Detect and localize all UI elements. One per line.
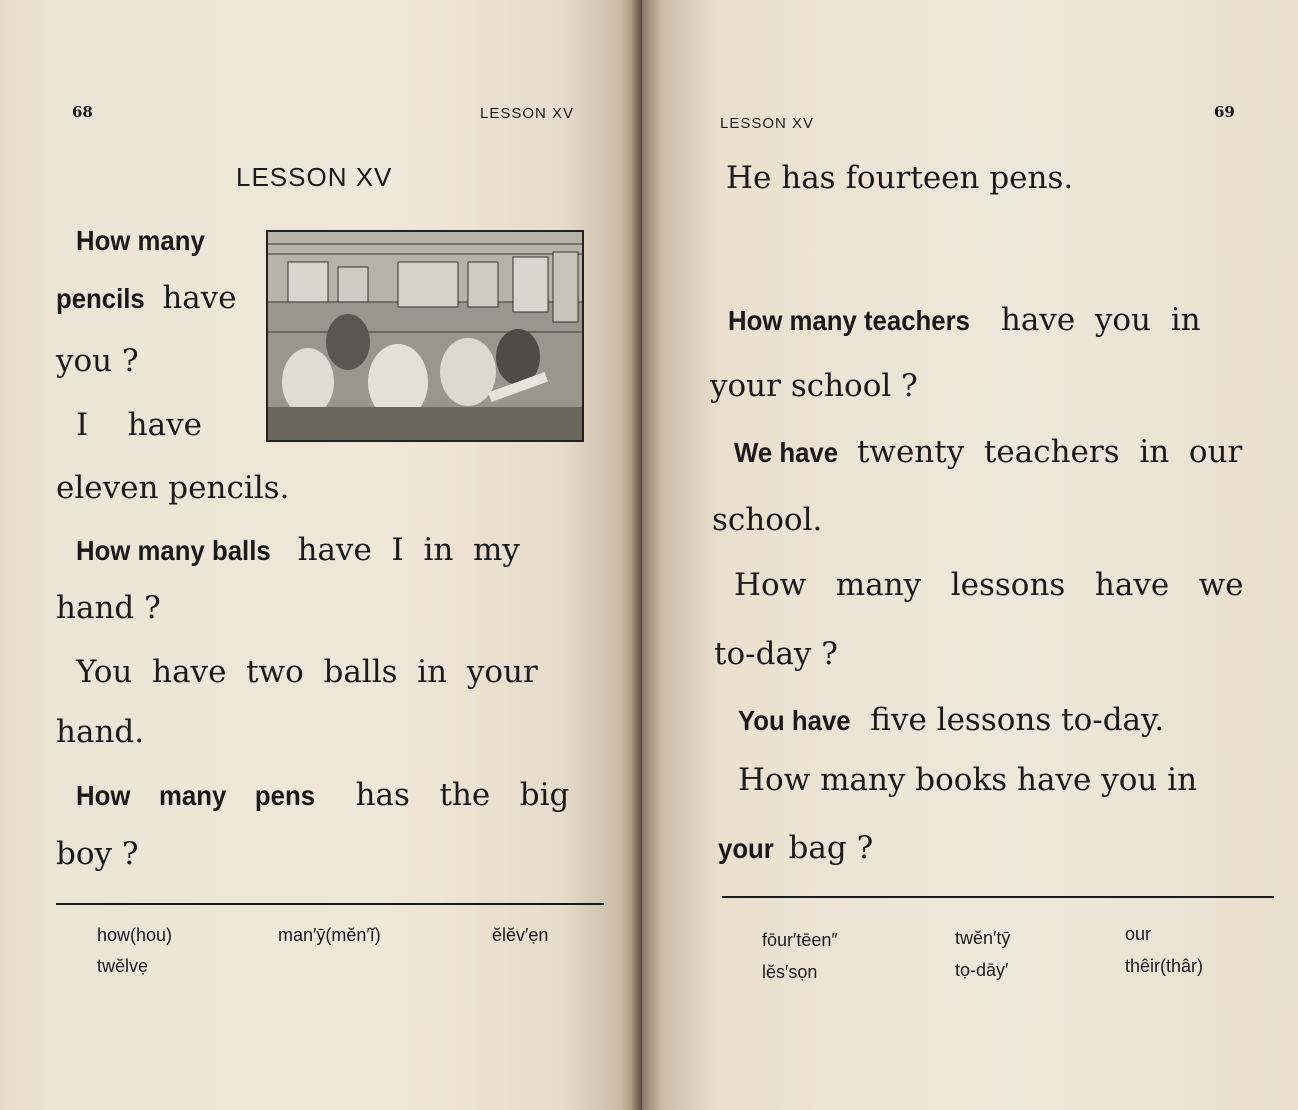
text-line: He has fourteen pens. — [726, 160, 1074, 196]
footnote-rule — [56, 903, 604, 905]
left-page — [0, 0, 640, 1110]
vocab-word: ĕlĕv′ẹn — [492, 925, 549, 945]
text-line: school. — [712, 502, 823, 538]
vocab-word: fōur′tēen″ — [762, 930, 838, 950]
text-line: How many lessons have we — [734, 567, 1244, 603]
text-line: you ? — [56, 343, 139, 379]
vocab-word: twĕlvẹ — [97, 956, 149, 976]
text-line: hand ? — [56, 590, 161, 626]
page-number: 69 — [1214, 103, 1235, 121]
vocab-word: thêir(thâr) — [1125, 956, 1204, 976]
vocab-word: our — [1125, 924, 1152, 944]
running-head: LESSON XV — [480, 105, 575, 122]
text-line: How many books have you in — [738, 762, 1198, 798]
text-line: your school ? — [710, 368, 918, 404]
right-page — [642, 0, 1298, 1110]
text-line: I have — [76, 407, 202, 443]
text-line: How many balls have I in my — [76, 532, 520, 568]
vocab-word: twĕn′tȳ — [955, 928, 1011, 948]
footnote-rule — [722, 896, 1274, 898]
text-line: pencils have — [56, 280, 237, 316]
text-line: boy ? — [56, 836, 139, 872]
page-number: 68 — [72, 103, 93, 121]
text-line: How many — [76, 225, 205, 256]
text-line: We have twenty teachers in our — [734, 434, 1243, 470]
text-line: your bag ? — [718, 830, 874, 866]
text-line: eleven pencils. — [56, 470, 290, 506]
running-head: LESSON XV — [720, 115, 815, 132]
text-line: to-day ? — [714, 636, 838, 672]
text-line: How many teachers have you in — [728, 302, 1201, 338]
text-line: hand. — [56, 714, 145, 750]
text-line: You have two balls in your — [76, 654, 538, 690]
text-line: How many pens has the big — [76, 777, 570, 813]
classroom-illustration — [266, 230, 584, 442]
vocab-word: tọ-dāy′ — [955, 960, 1009, 980]
vocab-word: man′ȳ(mĕn′ĭ) — [278, 925, 381, 945]
lesson-title: LESSON XV — [236, 162, 393, 192]
text-line: You have five lessons to-day. — [738, 702, 1165, 738]
vocab-word: lĕs′sọn — [762, 962, 818, 982]
vocab-word: how(hou) — [97, 925, 173, 945]
